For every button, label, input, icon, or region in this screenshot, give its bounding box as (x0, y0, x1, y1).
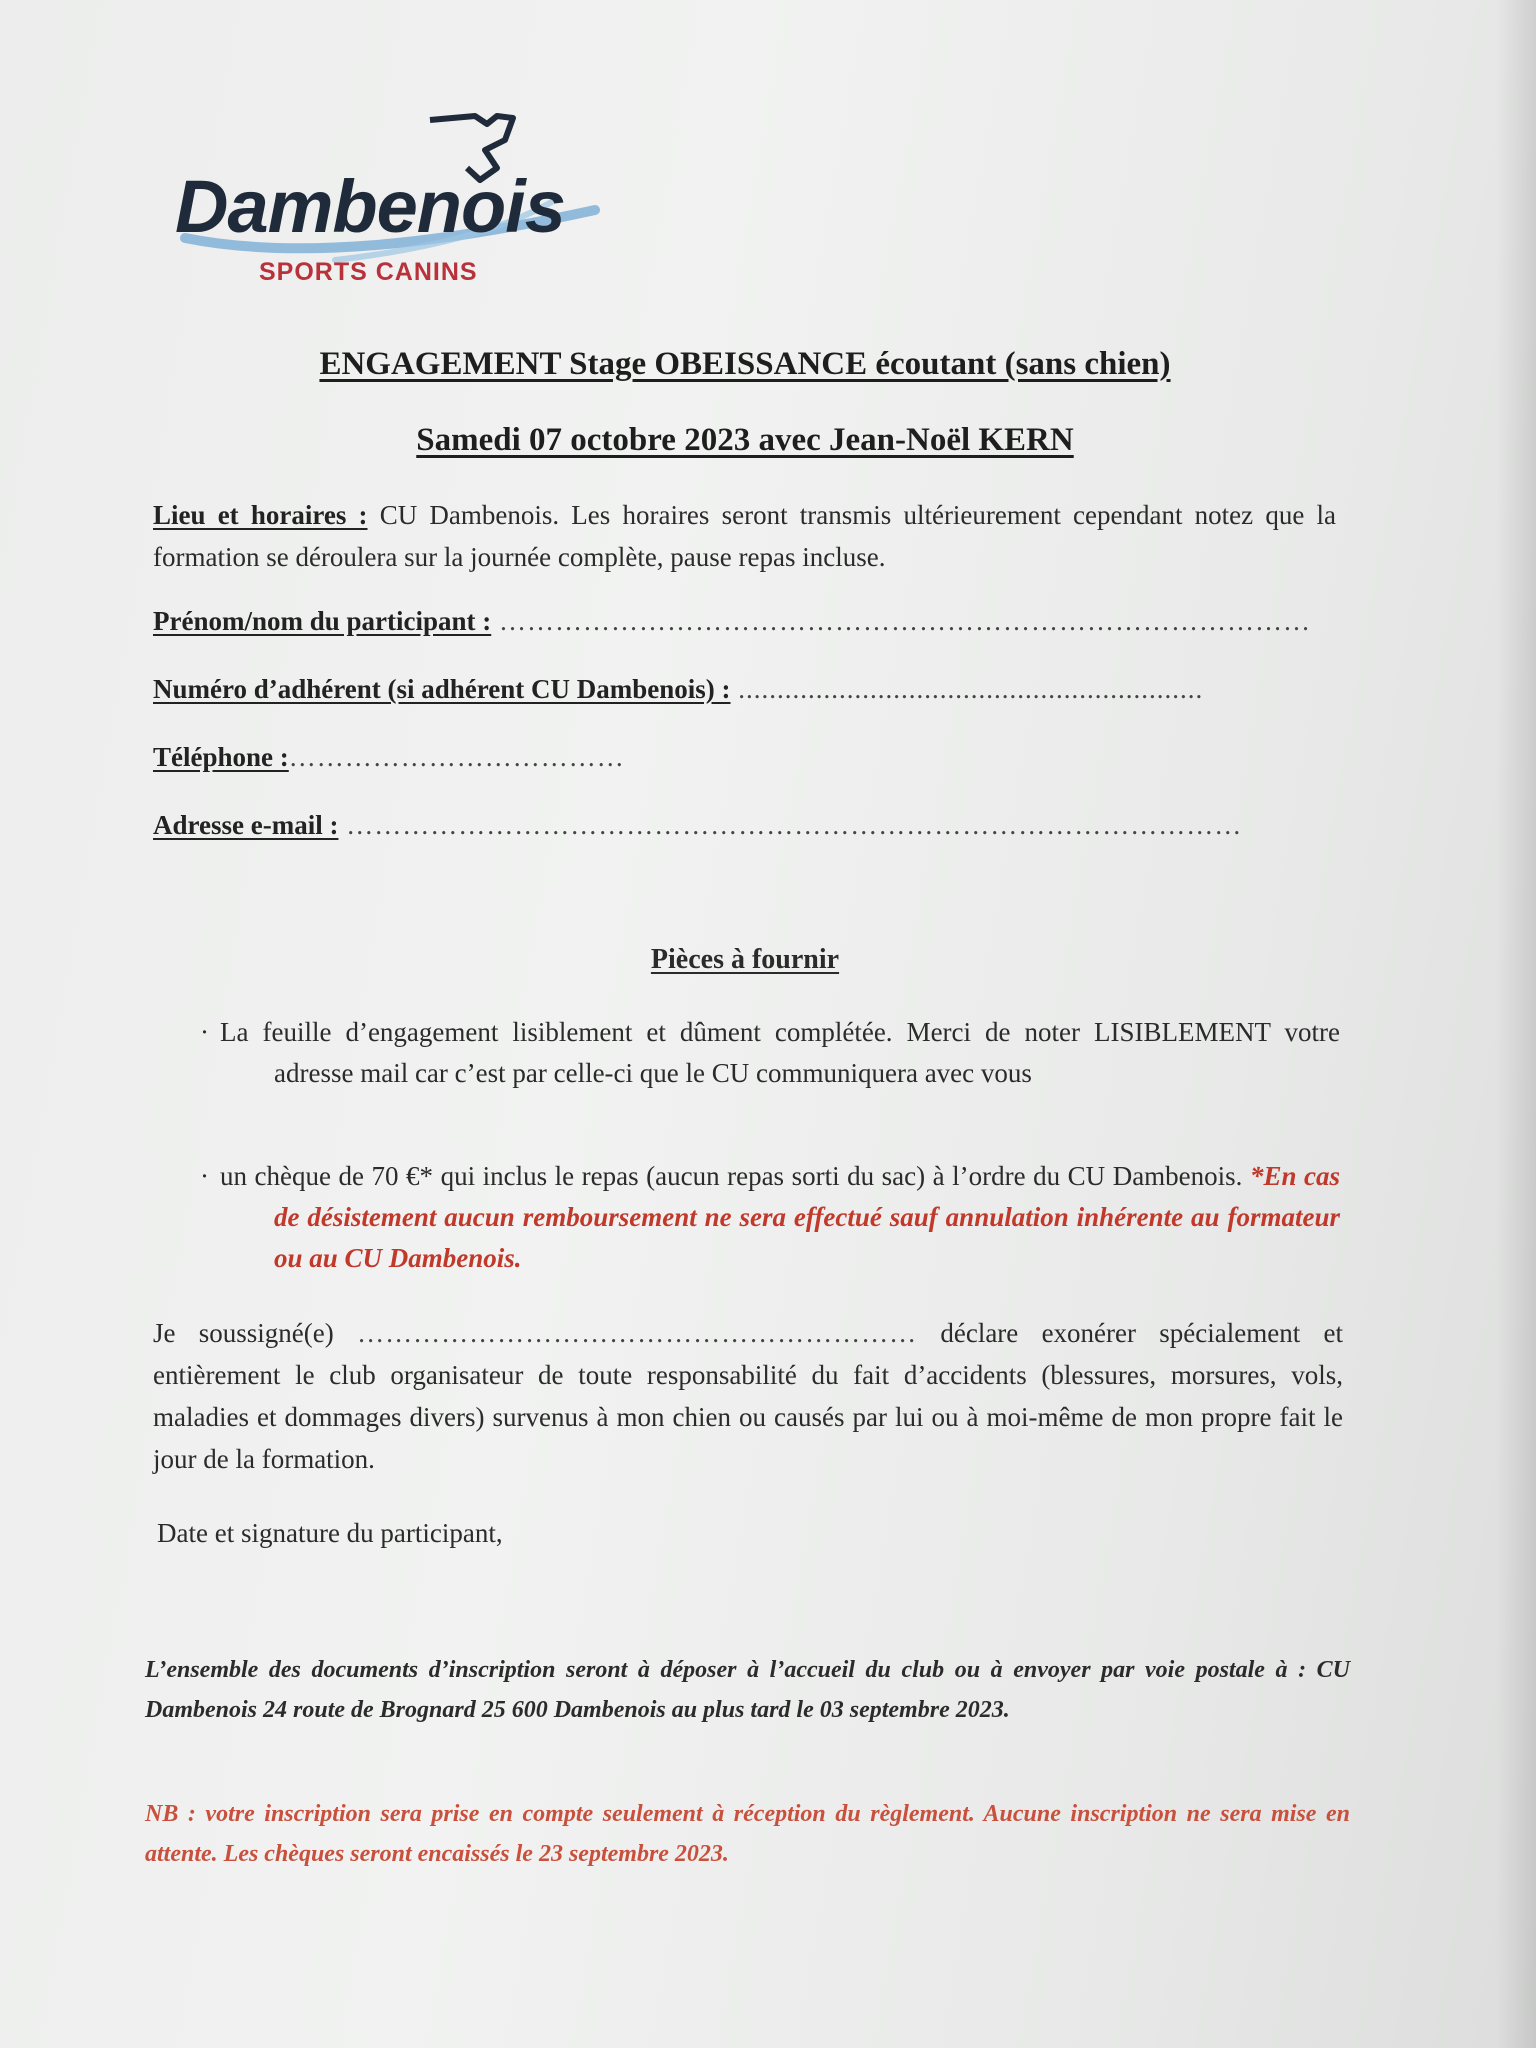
document-title: ENGAGEMENT Stage OBEISSANCE écoutant (sans chien) (319, 346, 1171, 382)
cheque-text: un chèque de 70 €* qui inclus le repas (aucun repas sorti du sac) à l’ordre du CU Dambenois. (220, 1161, 1250, 1191)
desistement-warning: *En cas de désistement aucun remboursement ne sera effectué sauf annulation inhérente au formateur ou au CU Dambenois. (274, 1161, 1340, 1273)
field-label: Téléphone : (153, 742, 289, 772)
pieces-heading: Pièces à fournir (650, 944, 840, 975)
field-email[interactable] (153, 810, 1242, 841)
decharge-name-dots: …………………………………………………… (357, 1318, 918, 1348)
field-numero-adherent[interactable] (153, 674, 1203, 705)
nb-note: NB : votre inscription sera prise en compte seulement à réception du règlement. Aucune inscription ne sera mise en attente. Les chèques seront encaissés le 23 septembre 2023. (145, 1801, 1350, 1867)
list-item (200, 1156, 1340, 1279)
field-prenom-nom[interactable] (153, 606, 1311, 637)
bullet-icon: · (200, 1161, 209, 1191)
field-label: Numéro d’adhérent (si adhérent CU Dambenois) : (153, 674, 731, 704)
logo-subtitle: SPORTS CANINS (259, 258, 478, 286)
document-date-title: Samedi 07 octobre 2023 avec Jean-Noël KERN (416, 422, 1074, 458)
decharge-start: Je soussigné(e) (153, 1318, 358, 1348)
field-telephone[interactable] (153, 742, 625, 773)
lieu-label: Lieu et horaires : (153, 500, 368, 530)
bullet-text (200, 1156, 1340, 1279)
field-label: Adresse e-mail : (153, 810, 339, 840)
bullet-text: La feuille d’engagement lisiblement et dûment complétée. Merci de noter LISIBLEMENT votre adresse mail car c’est par celle-ci que le CU communiquera avec vous (220, 1017, 1340, 1088)
decharge-text: déclare exonérer spécialement et entièrement le club organisateur de toute responsabilité du fait d’accidents (blessures, morsures, vols, maladies et dommages divers) survenus à mon chien ou causés par lui ou à moi-même de mon propre fait le jour de la formation. (153, 1318, 1344, 1474)
field-dots: …………………………………………………………………………… (491, 606, 1312, 636)
club-logo (175, 110, 615, 300)
field-dots: …………………………………………………………………………………… (338, 810, 1243, 840)
lieu-paragraph (153, 494, 1336, 578)
field-dots: ............................................................ (730, 674, 1204, 704)
logo-name: Dambenois (175, 165, 565, 248)
envoi-note: L’ensemble des documents d’inscription seront à déposer à l’accueil du club ou à envoyer par voie postale à : CU Dambenois 24 route de Brognard 25 600 Dambenois au plus tard le 03 septembre 2023. (145, 1657, 1350, 1723)
signature-label: Date et signature du participant, (157, 1518, 503, 1548)
field-label: Prénom/nom du participant : (153, 606, 492, 636)
decharge-paragraph (153, 1312, 1343, 1480)
field-dots: ……………………………… (288, 742, 625, 772)
lieu-text: CU Dambenois. Les horaires seront transmis ultérieurement cependant notez que la formation se déroulera sur la journée complète, pause repas incluse. (153, 500, 1336, 572)
bullet-icon: · (200, 1017, 209, 1047)
list-item (200, 1012, 1340, 1094)
